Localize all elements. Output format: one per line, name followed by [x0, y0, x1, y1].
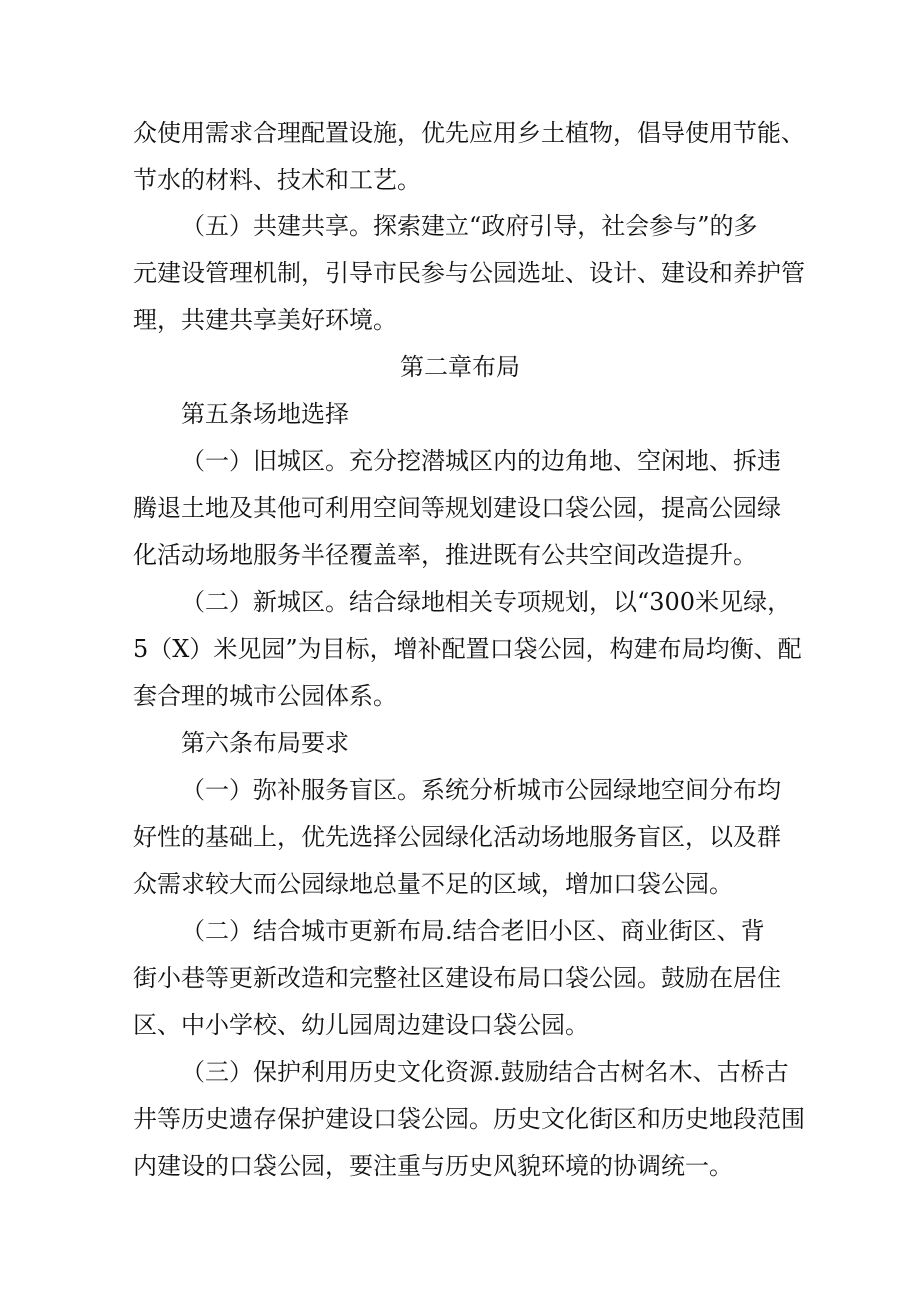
text-line: 街小巷等更新改造和完整社区建设布局口袋公园。鼓励在居住: [133, 964, 781, 992]
paragraph-heading: （一）旧城区。充分挖潜城区内的边角地、空闲地、拆违: [181, 447, 781, 475]
paragraph-heading: （二）新城区。结合绿地相关专项规划，以“300米见绿，: [181, 588, 792, 616]
text-line: 化活动场地服务半径覆盖率，推进既有公共空间改造提升。: [133, 541, 757, 569]
text-line: 井等历史遗存保护建设口袋公园。历史文化街区和历史地段范围: [133, 1105, 805, 1133]
chapter-title: 第二章布局: [400, 353, 520, 381]
paragraph-heading: （五）共建共享。探索建立“政府引导，社会参与”的多: [181, 212, 758, 240]
text-line: 腾退土地及其他可利用空间等规划建设口袋公园，提高公园绿: [133, 494, 781, 522]
text-line: 套合理的城市公园体系。: [133, 682, 397, 710]
text-line: 好性的基础上，优先选择公园绿化活动场地服务盲区，以及群: [133, 823, 781, 851]
text-line: 众使用需求合理配置设施，优先应用乡土植物，倡导使用节能、: [133, 119, 805, 147]
article-title: 第五条场地选择: [181, 400, 349, 428]
text-line: 元建设管理机制，引导市民参与公园选址、设计、建设和养护管: [133, 259, 805, 287]
text-line: 节水的材料、技术和工艺。: [133, 166, 421, 194]
paragraph-heading: （二）结合城市更新布局.结合老旧小区、商业街区、背: [181, 917, 765, 945]
text-line: 5（X）米见园”为目标，增补配置口袋公园，构建布局均衡、配: [133, 635, 802, 663]
text-line: 区、中小学校、幼儿园周边建设口袋公园。: [133, 1011, 589, 1039]
paragraph-heading: （三）保护利用历史文化资源.鼓励结合古树名木、古桥古: [181, 1058, 789, 1086]
text-line: 理，共建共享美好环境。: [133, 306, 397, 334]
paragraph-heading: （一）弥补服务盲区。系统分析城市公园绿地空间分布均: [181, 776, 781, 804]
text-line: 内建设的口袋公园，要注重与历史风貌环境的协调统一。: [133, 1152, 733, 1180]
article-title: 第六条布局要求: [181, 729, 349, 757]
text-line: 众需求较大而公园绿地总量不足的区域，增加口袋公园。: [133, 870, 733, 898]
